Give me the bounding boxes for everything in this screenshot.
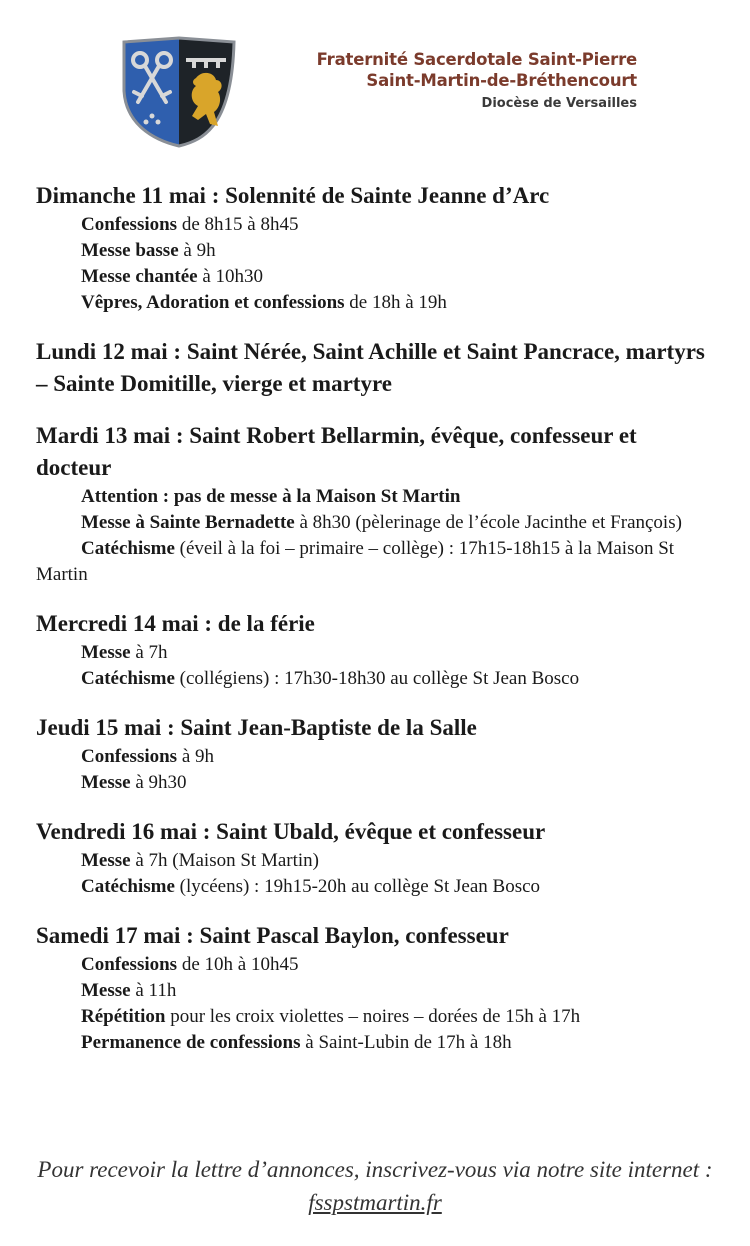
schedule-line: [36, 510, 716, 536]
schedule-line: [36, 770, 716, 796]
day-section: [36, 420, 716, 588]
footer-note: [20, 1153, 730, 1219]
schedule-activity: Messe basse: [81, 240, 179, 261]
schedule-line: [36, 290, 716, 316]
schedule-detail: de 10h à 10h45: [177, 954, 299, 975]
coat-of-arms-logo: [118, 36, 240, 150]
schedule-detail: à 7h: [130, 642, 168, 663]
schedule-activity: Messe: [81, 642, 131, 663]
schedule-detail: (lycéens) : 19h15-20h au collège St Jean Bosco: [174, 876, 541, 897]
schedule-line: [36, 978, 716, 1004]
schedule-detail: (collégiens) : 17h30-18h30 au collège St Jean Bosco: [174, 668, 580, 689]
schedule-line: [36, 212, 716, 238]
schedule-line: [36, 640, 716, 666]
schedule-detail: de 8h15 à 8h45: [177, 214, 299, 235]
day-section: [36, 816, 716, 900]
schedule-activity: Attention : pas de messe à la Maison St Martin: [81, 486, 461, 507]
schedule-detail: (éveil à la foi – primaire – collège) : 17h15-18h15 à la Maison St Martin: [36, 538, 675, 585]
schedule-detail: à 10h30: [197, 266, 264, 287]
parish-name-line: Saint-Martin-de-Bréthencourt: [366, 71, 637, 90]
schedule-detail: de 18h à 19h: [344, 292, 447, 313]
schedule-line: [36, 264, 716, 290]
schedule-line: [36, 1030, 716, 1056]
schedule-activity: Messe chantée: [81, 266, 198, 287]
day-title: Mardi 13 mai : Saint Robert Bellarmin, évêque, confesseur et docteur: [36, 423, 637, 480]
schedule-detail: à 9h: [178, 240, 216, 261]
day-section: [36, 920, 716, 1056]
schedule-line: [36, 874, 716, 900]
schedule-activity: Confessions: [81, 214, 178, 235]
schedule-line: [36, 238, 716, 264]
schedule-detail: à 7h (Maison St Martin): [130, 850, 319, 871]
schedule-activity: Permanence de confessions: [81, 1032, 301, 1053]
day-section: [36, 336, 716, 400]
day-section: [36, 712, 716, 796]
schedule-line: [36, 1004, 716, 1030]
schedule-activity: Messe: [81, 772, 131, 793]
schedule-line: [36, 952, 716, 978]
schedule-detail: à 11h: [130, 980, 177, 1001]
schedule-activity: Répétition: [81, 1006, 166, 1027]
schedule-activity: Catéchisme: [81, 668, 175, 689]
schedule-detail: pour les croix violettes – noires – dorées de 15h à 17h: [165, 1006, 581, 1027]
schedule-activity: Confessions: [81, 746, 178, 767]
schedule-activity: Catéchisme: [81, 538, 175, 559]
day-title: Mercredi 14 mai : de la férie: [36, 611, 315, 636]
organization-name: [317, 49, 637, 114]
day-title: Samedi 17 mai : Saint Pascal Baylon, confesseur: [36, 923, 509, 948]
footer-text: Pour recevoir la lettre d’annonces, inscrivez-vous via notre site internet :: [37, 1157, 713, 1182]
day-title: Vendredi 16 mai : Saint Ubald, évêque et confesseur: [36, 819, 546, 844]
schedule-line: [36, 744, 716, 770]
day-title: Dimanche 11 mai : Solennité de Sainte Jeanne d’Arc: [36, 183, 550, 208]
schedule-line: [36, 536, 716, 588]
day-section: [36, 608, 716, 692]
website-link[interactable]: fsspstmartin.fr: [308, 1190, 442, 1215]
schedule: [36, 180, 716, 1076]
schedule-detail: à 8h30 (pèlerinage de l’école Jacinthe et François): [294, 512, 682, 533]
day-section: [36, 180, 716, 316]
schedule-activity: Messe: [81, 980, 131, 1001]
diocese-line: Diocèse de Versailles: [481, 96, 637, 111]
schedule-line: [36, 484, 716, 510]
day-title: Jeudi 15 mai : Saint Jean-Baptiste de la Salle: [36, 715, 477, 740]
schedule-activity: Catéchisme: [81, 876, 175, 897]
schedule-detail: à 9h30: [130, 772, 187, 793]
schedule-line: [36, 666, 716, 692]
schedule-activity: Confessions: [81, 954, 178, 975]
header: [0, 0, 750, 160]
schedule-detail: à Saint-Lubin de 17h à 18h: [300, 1032, 512, 1053]
schedule-detail: à 9h: [177, 746, 215, 767]
schedule-activity: Vêpres, Adoration et confessions: [81, 292, 345, 313]
schedule-line: [36, 848, 716, 874]
day-title: Lundi 12 mai : Saint Nérée, Saint Achille et Saint Pancrace, martyrs – Sainte Domitille, vierge et martyre: [36, 339, 705, 396]
schedule-activity: Messe à Sainte Bernadette: [81, 512, 295, 533]
schedule-activity: Messe: [81, 850, 131, 871]
org-name-line: Fraternité Sacerdotale Saint-Pierre: [316, 50, 637, 69]
